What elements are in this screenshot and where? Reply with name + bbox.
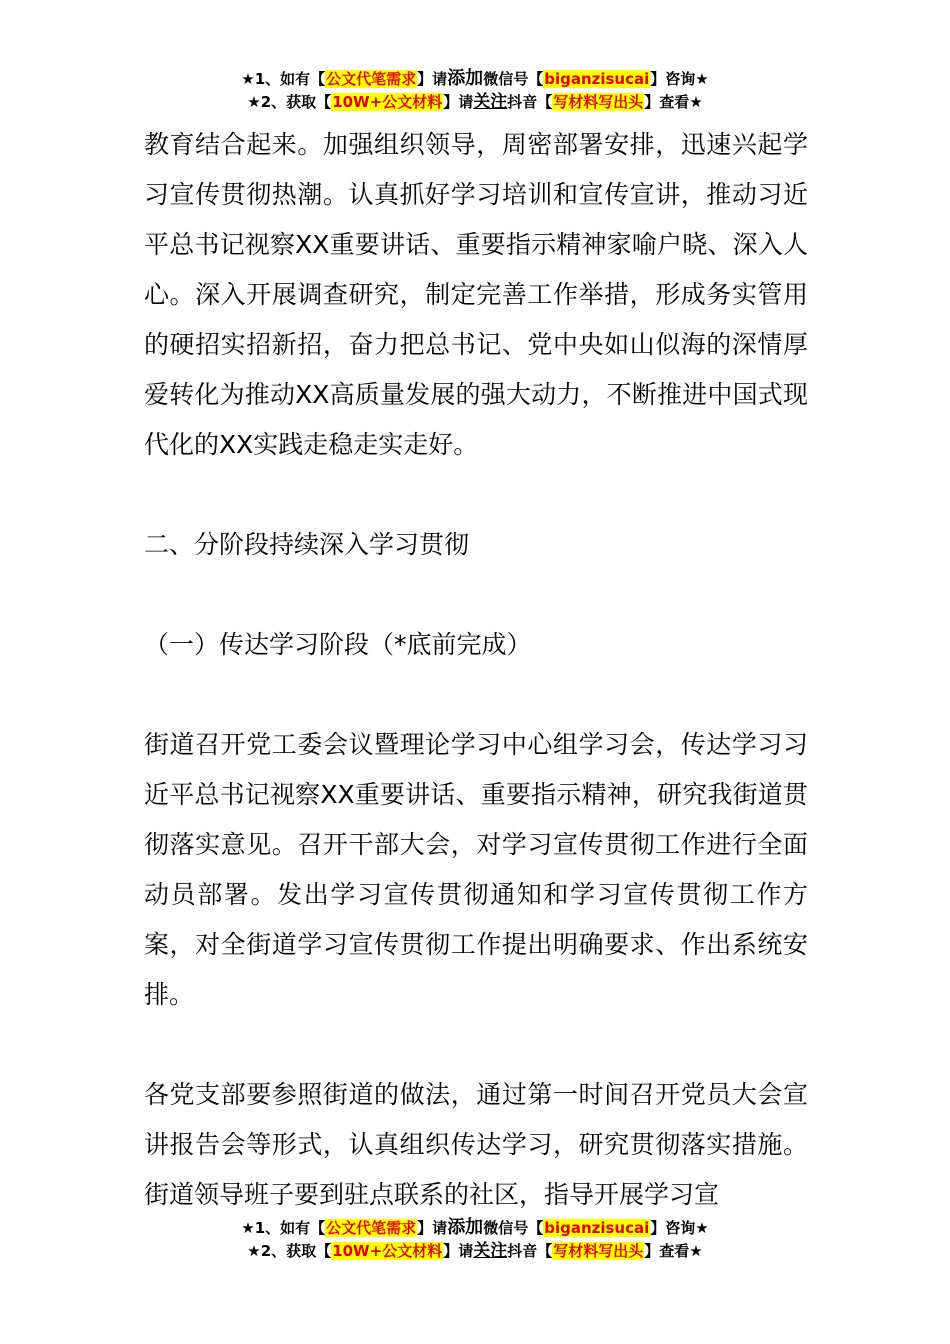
highlight-wechat-id: biganzisucai — [544, 1219, 650, 1237]
paragraph: 教育结合起来。加强组织领导，周密部署安排，迅速兴起学习宣传贯彻热潮。认真抓好学习培训和宣传宣讲，推动习近平总书记视察XX重要讲话、重要指示精神家喻户晓、深入人心。深入开展调查研究，制定完善工作举措，形成务实管用的硬招实招新招，奋力把总书记、党中央如山似海的深情厚爱转化为推动XX高质量发展的强大动力，不断推进中国式现代化的XX实践走稳走实走好。 — [144, 130, 808, 459]
paragraph: 街道召开党工委会议暨理论学习中心组学习会，传达学习习近平总书记视察XX重要讲话、重要指示精神，研究我街道贯彻落实意见。召开干部大会，对学习宣传贯彻工作进行全面动员部署。发出学习宣传贯彻通知和学习宣传贯彻工作方案，对全街道学习宣传贯彻工作提出明确要求、作出系统安排。 — [144, 730, 808, 1009]
header-banner — [0, 67, 950, 114]
highlight-douyin-account: 写材料写出头 — [553, 1242, 644, 1260]
header-banner-line-1: ★1、如有【公文代笔需求】请添加微信号【biganzisucai】咨询★ — [241, 68, 709, 89]
highlight-douyin-account: 写材料写出头 — [553, 93, 644, 111]
paragraph: 各党支部要参照街道的做法，通过第一时间召开党员大会宣讲报告会等形式，认真组织传达学习，研究贯彻落实措施。街道领导班子要到驻点联系的社区，指导开展学习宣 — [144, 1080, 808, 1209]
subsection-heading: （一）传达学习阶段（*底前完成） — [144, 630, 532, 659]
highlight-service: 公文代笔需求 — [326, 1219, 417, 1237]
footer-banner-line-1: ★1、如有【公文代笔需求】请添加微信号【biganzisucai】咨询★ — [241, 1217, 709, 1238]
section-heading: 二、分阶段持续深入学习贯彻 — [144, 530, 470, 559]
footer-banner — [0, 1216, 950, 1263]
highlight-materials: 10W+公文材料 — [332, 93, 443, 111]
highlight-service: 公文代笔需求 — [326, 70, 417, 88]
document-body — [144, 120, 808, 1220]
header-banner-line-2: ★2、获取【10W+公文材料】请关注抖音【写材料写出头】查看★ — [247, 92, 703, 112]
highlight-materials: 10W+公文材料 — [332, 1242, 443, 1260]
highlight-wechat-id: biganzisucai — [544, 70, 650, 88]
footer-banner-line-2: ★2、获取【10W+公文材料】请关注抖音【写材料写出头】查看★ — [247, 1241, 703, 1261]
